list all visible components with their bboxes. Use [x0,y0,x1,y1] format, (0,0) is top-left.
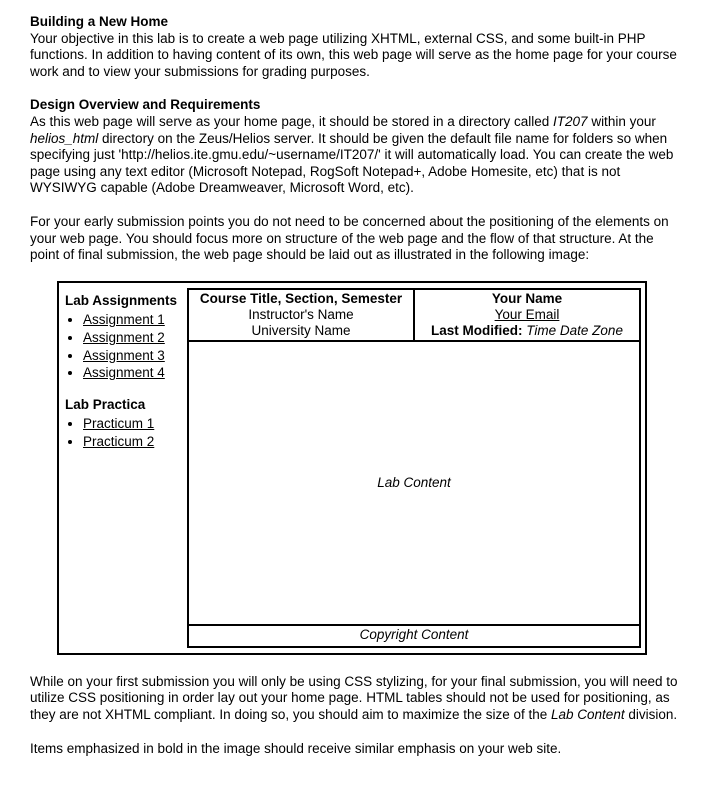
diagram-sidebar [65,288,187,648]
sidebar-heading-lab-practica: Lab Practica [65,396,146,412]
diagram-content-column [187,288,641,648]
paragraph: Your objective in this lab is to create a web page utilizing XHTML, external CSS, and some built-in PHP functions. In addition to having content of its own, this web page will serve as the home page for your course work and to view your submissions for grading purposes. [30,30,677,79]
university-name-line: University Name [251,322,351,338]
list-item [83,434,187,451]
last-modified-label: Last Modified: [431,322,527,338]
italic-text: helios_html [30,130,99,146]
text-segment: within your [587,113,656,129]
italic-text: IT207 [553,113,588,129]
text-segment: directory on the Zeus/Helios server. It should be given the default file name for folders so when specifying just 'http://helios.ite.gmu.edu/~username/IT207/' it will automatically load. You can create the web page using any text editor (Microsoft Notepad, RogSoft Notepad+, Adobe Homesite, etc) that is not WYSIWYG capable (Adobe Dreamweaver, Microsoft Word, etc). [30,130,674,196]
diagram-link-your-email: Your Email [494,306,560,322]
sidebar-heading-lab-assignments: Lab Assignments [65,292,178,308]
diagram-header-course-cell [187,288,415,343]
last-modified-line [417,323,637,339]
diagram-link-assignment-1: Assignment 1 [83,312,165,328]
layout-wireframe-diagram [57,281,647,655]
list-item [83,365,187,382]
text-segment: While on your first submission you will only be using CSS stylizing, for your final submission, you will need to utilize CSS positioning in order lay out your home page. HTML tables should not be used for positioning, as they are not XHTML compliant. In doing so, you should aim to maximize the size of the [30,673,678,722]
last-modified-value: Time Date Zone [526,322,623,338]
paragraph [30,674,684,724]
diagram-copyright-area [187,624,641,648]
diagram-link-practicum-1: Practicum 1 [83,416,155,432]
section-building-a-new-home [30,14,684,80]
diagram-header-row [187,288,641,343]
practica-list [65,416,187,450]
list-item [83,330,187,347]
diagram-lab-content-area [187,340,641,626]
instructor-name-line: Instructor's Name [248,306,354,322]
assignments-list [65,312,187,381]
text-segment: division. [624,706,678,722]
paragraph [30,114,684,197]
your-email-line [417,307,637,323]
section-heading: Building a New Home [30,14,169,29]
text-segment: As this web page will serve as your home page, it should be stored in a directory called [30,113,554,129]
diagram-link-assignment-2: Assignment 2 [83,329,165,345]
list-item [83,416,187,433]
paragraph: Items emphasized in bold in the image should receive similar emphasis on your web site. [30,740,562,756]
list-item [83,312,187,329]
diagram-link-assignment-4: Assignment 4 [83,365,165,381]
section-design-overview [30,97,684,263]
list-item [83,348,187,365]
section-heading: Design Overview and Requirements [30,97,261,113]
diagram-link-practicum-2: Practicum 2 [83,433,155,449]
diagram-header-author-cell [413,288,641,343]
copyright-content-label: Copyright Content [359,627,469,643]
your-name-line: Your Name [491,290,563,306]
course-title-line: Course Title, Section, Semester [199,290,403,306]
italic-text: Lab Content [551,706,625,722]
lab-content-label: Lab Content [377,475,451,490]
diagram-link-assignment-3: Assignment 3 [83,347,165,363]
paragraph: For your early submission points you do not need to be concerned about the positioning of the elements on your web page. You should focus more on structure of the web page and the flow of that structure. At the point of final submission, the web page should be laid out as illustrated in the following image: [30,213,669,263]
